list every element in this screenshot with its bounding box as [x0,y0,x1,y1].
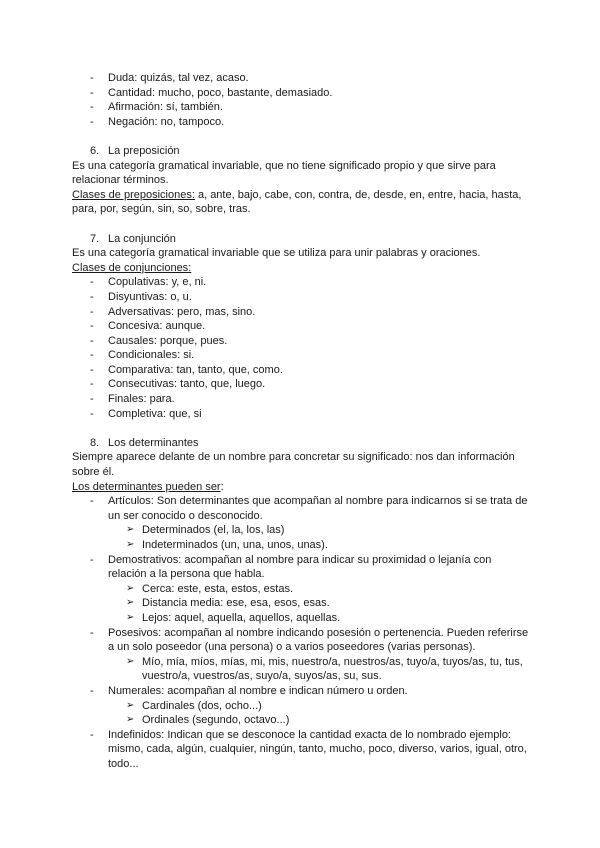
determiner-list [72,553,532,582]
sublist-item [72,655,532,684]
posesivos-sublist [72,655,532,684]
arrow-bullet-icon: ➢ [126,524,135,536]
list-item-text: Concesiva: aunque. [108,320,206,333]
pueden-ser-colon: : [220,480,224,493]
dash-bullet: - [90,305,94,318]
determiner-list [72,494,532,523]
sublist-item [72,611,532,626]
list-item [72,305,532,320]
list-item-text: Demostrativos: acompañan al nombre para indicar su proximidad o lejanía con relación a la persona que habla. [108,553,492,581]
section-title: Los determinantes [108,436,199,449]
clases-label: Clases de preposiciones: [72,188,195,201]
arrow-bullet-icon: ➢ [126,714,135,726]
sublist-item-text: Ordinales (segundo, octavo...) [142,714,290,727]
articulos-sublist [72,523,532,552]
dash-bullet: - [90,86,94,99]
sublist-item [72,596,532,611]
list-item-text: Causales: porque, pues. [108,334,228,347]
list-item [72,319,532,334]
list-item-text: Cantidad: mucho, poco, bastante, demasiado. [108,86,333,99]
determiner-list [72,626,532,655]
dash-bullet: - [90,495,94,508]
dash-bullet: - [90,349,94,362]
dash-bullet: - [90,553,94,566]
section-title: La preposición [108,144,180,157]
dash-bullet: - [90,290,94,303]
list-item-text: Numerales: acompañan al nombre e indican número u orden. [108,684,408,697]
sublist-item-text: Distancia media: ese, esa, esos, esas. [142,597,330,610]
list-item-text: Completiva: que, si [108,407,202,420]
sublist-item-text: Mío, mía, míos, mías, mi, mis, nuestro/a, nuestros/as, tuyo/a, tuyos/as, tu, tus, vuestro/a, vuestros/as, suyo/a, suyos/as, su, sus. [142,655,523,683]
arrow-bullet-icon: ➢ [126,582,135,594]
dash-bullet: - [90,378,94,391]
list-item-text: Duda: quizás, tal vez, acaso. [108,72,249,84]
list-item-text: Negación: no, tampoco. [108,115,225,128]
list-item [72,290,532,305]
preposicion-definition: Es una categoría gramatical invariable, que no tiene significado propio y que sirve para relacionar términos. [72,159,496,187]
clases-label: Clases de conjunciones: [72,261,192,274]
list-item-text: Afirmación: sí, también. [108,101,223,114]
list-item-articulos [72,494,532,523]
list-item [72,115,532,130]
section-number: 6. [90,144,100,157]
list-item [72,363,532,378]
list-item-text: Finales: para. [108,393,175,406]
preposicion-clases [72,188,532,217]
section-heading-preposicion [72,144,532,159]
section-title: La conjunción [108,232,176,245]
list-item [72,275,532,290]
arrow-bullet-icon: ➢ [126,699,135,711]
list-item-text: Condicionales: si. [108,349,195,362]
list-item-text: Posesivos: acompañan al nombre indicando posesión o pertenencia. Pueden referirse a un solo poseedor (una persona) o a varios poseedores (varias personas). [108,626,529,654]
sublist-item [72,699,532,714]
adverb-list [72,71,532,129]
section-heading-conjuncion [72,232,532,247]
dash-bullet: - [90,320,94,333]
list-item-demostrativos [72,553,532,582]
sublist-item [72,538,532,553]
list-item [72,334,532,349]
list-item [72,71,532,86]
clases-text: a, ante, bajo, cabe, con, contra, de, desde, en, entre, hacia, hasta, para, por, según, sin, so, sobre, tras. [72,188,522,216]
list-item [72,407,532,422]
section-number: 8. [90,436,100,449]
dash-bullet: - [90,393,94,406]
arrow-bullet-icon: ➢ [126,597,135,609]
dash-bullet: - [90,728,94,741]
arrow-bullet-icon: ➢ [126,539,135,550]
sublist-item-text: Indeterminados (un, una, unos, unas). [142,539,328,551]
list-item [72,392,532,407]
list-item-posesivos [72,626,532,655]
demostrativos-sublist [72,582,532,626]
dash-bullet: - [90,334,94,347]
conjunction-list [72,275,532,421]
list-item-indefinidos [72,728,532,772]
pueden-ser-label: Los determinantes pueden ser [72,480,221,493]
list-item [72,348,532,363]
list-item-text: Disyuntivas: o, u. [108,290,192,303]
determiner-list [72,684,532,699]
sublist-item-text: Lejos: aquel, aquella, aquellos, aquellas. [142,611,341,624]
list-item [72,100,532,115]
numerales-sublist [72,699,532,728]
list-item [72,86,532,101]
page-content [72,71,532,772]
sublist-item-text: Determinados (el, la, los, las) [142,524,285,537]
sublist-item-text: Cerca: este, esta, estos, estas. [142,582,294,595]
sublist-item [72,713,532,728]
pueden-ser-line [72,480,532,495]
dash-bullet: - [90,684,94,697]
dash-bullet: - [90,72,94,84]
list-item-text: Copulativas: y, e, ni. [108,276,207,289]
list-item-text: Comparativa: tan, tanto, que, como. [108,363,283,376]
list-item-numerales [72,684,532,699]
dash-bullet: - [90,626,94,639]
list-item-text: Artículos: Son determinantes que acompañan al nombre para indicarnos si se trata de un ser conocido o desconocido. [108,495,528,522]
sublist-item-text: Cardinales (dos, ocho...) [142,699,262,712]
dash-bullet: - [90,276,94,289]
section-number: 7. [90,232,100,245]
dash-bullet: - [90,407,94,420]
list-item-text: Indefinidos: Indican que se desconoce la cantidad exacta de lo nombrado ejemplo: mismo, cada, algún, cualquier, ningún, tanto, mucho, poco, diverso, varios, igual, otro, todo... [108,728,527,770]
arrow-bullet-icon: ➢ [126,655,135,667]
sublist-item [72,582,532,597]
dash-bullet: - [90,363,94,376]
section-heading-determinantes [72,436,532,451]
sublist-item [72,523,532,538]
determinantes-definition: Siempre aparece delante de un nombre para concretar su significado: nos dan información sobre él. [72,451,515,479]
dash-bullet: - [90,115,94,128]
conjuncion-definition: Es una categoría gramatical invariable que se utiliza para unir palabras y oraciones. [72,247,481,260]
determiner-list [72,728,532,772]
dash-bullet: - [90,101,94,114]
list-item-text: Consecutivas: tanto, que, luego. [108,378,266,391]
list-item-text: Adversativas: pero, mas, sino. [108,305,256,318]
list-item [72,377,532,392]
arrow-bullet-icon: ➢ [126,611,135,623]
